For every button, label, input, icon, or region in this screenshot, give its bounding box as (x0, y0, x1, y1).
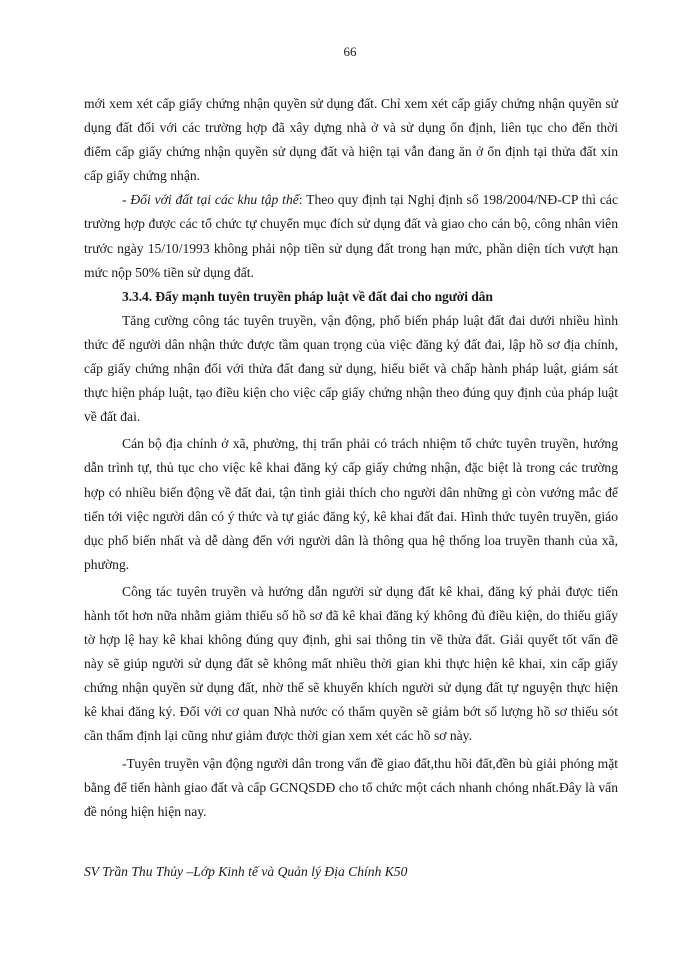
page-number: 66 (343, 44, 357, 59)
paragraph-cadastral-officers: Cán bộ địa chính ở xã, phường, thị trấn phải có trách nhiệm tổ chức tuyên truyền, hướng dẫn trình tự, thủ tục cho việc kê khai đăng ký cấp giấy chứng nhận, đặc biệt là trong các trường hợp có nhiều biến động về đất đai, tận tình giải thích cho người dân những gì còn vướng mắc để tiến tới việc người dân có ý thức và tự giác đăng ký, kê khai đất đai. Hình thức tuyên truyền, giáo dục phổ biến nhất và dễ dàng đến với người dân là thông qua hệ thống loa truyền thanh của xã, phường. (84, 436, 618, 572)
paragraph-mobilization: -Tuyên truyền vận động người dân trong vấn đề giao đất,thu hồi đất,đền bù giải phóng mặt bằng để tiến hành giao đất và cấp GCNQSDĐ cho tổ chức một cách nhanh chóng nhất.Đây là vấn đề nóng hiện hiện nay. (84, 755, 618, 819)
paragraph-propaganda: Tăng cường công tác tuyên truyền, vận động, phổ biến pháp luật đất đai dưới nhiều hình thức để người dân nhận thức được tầm quan trọng của việc đăng ký đất đai, lập hồ sơ địa chính, cấp giấy chứng nhận đối với thửa đất đang sử dụng, hiểu biết và chấp hành pháp luật, giám sát thực hiện pháp luật, tạo điều kiện cho việc cấp giấy chứng nhận theo đúng quy định của pháp luật về đất đai. (84, 312, 618, 425)
paragraph-guidance: Công tác tuyên truyền và hướng dẫn người sử dụng đất kê khai, đăng ký phải được tiến hành tốt hơn nữa nhằm giảm thiểu số hồ sơ đã kê khai đăng ký không đủ điều kiện, do thiếu giấy tờ hợp lệ hay kê khai không đúng quy định, ghi sai thông tin về thửa đất. Giải quyết tốt vấn đề này sẽ giúp người sử dụng đất sẽ không mất nhiều thời gian khi thực hiện kê khai, xin cấp giấy chứng nhận quyền sử dụng đất, nhờ thế sẽ khuyến khích người sử dụng đất tự nguyện thực hiện kê khai đăng ký. Đối với cơ quan Nhà nước có thẩm quyền sẽ giảm bớt số lượng hồ sơ thiếu sót cần thẩm định lại cũng như giảm được thời gian xem xét các hồ sơ này. (84, 583, 618, 744)
section-heading: 3.3.4. Đẩy mạnh tuyên truyền pháp luật về đất đai cho người dân (122, 288, 493, 304)
paragraph-collective-land (84, 188, 618, 284)
page-footer: SV Trần Thu Thủy –Lớp Kinh tế và Quản lý Địa Chính K50 (84, 864, 408, 879)
paragraph-continuation: mới xem xét cấp giấy chứng nhận quyền sử dụng đất. Chỉ xem xét cấp giấy chứng nhận quyền sử dụng đất đối với các trường hợp đã xây dựng nhà ở và sử dụng ổn định, liên tục cho đến thời điểm cấp giấy chứng nhận quyền sử dụng đất và hiện tại vẫn đang ăn ở ổn định tại thửa đất xin cấp giấy chứng nhận. (84, 96, 618, 184)
document-body (84, 92, 618, 824)
paragraph-body: : Theo quy định tại Nghị định số 198/2004/NĐ-CP thì các trường hợp được các tổ chức tự chuyển mục đích sử dụng đất và giao cho cán bộ, công nhân viên trước ngày 15/10/1993 không phải nộp tiền sử dụng đất trong hạn mức, phần diện tích vượt hạn mức nộp 50% tiền sử dụng đất. (84, 192, 618, 280)
paragraph-lead-italic: - Đối với đất tại các khu tập thể (122, 192, 299, 208)
